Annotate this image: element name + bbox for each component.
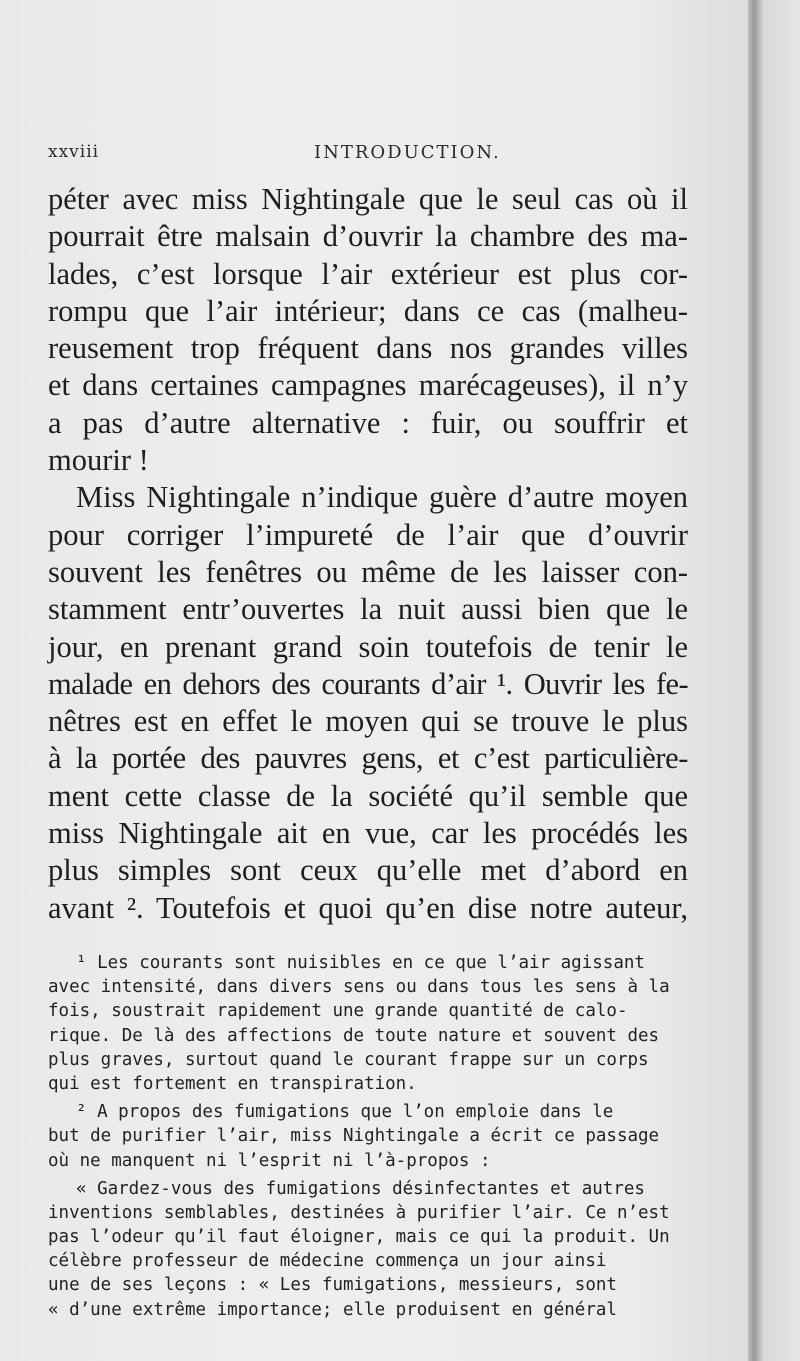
footnote-line: célèbre professeur de médecine commença un jour ainsi xyxy=(48,1251,607,1272)
footnote-line: ¹ Les courants sont nuisibles en ce que l’air agissant xyxy=(76,953,645,973)
text-line: lades, c’est lorsque l’air extérieur est plus cor- xyxy=(48,256,688,291)
page-header xyxy=(48,142,688,166)
footnote-line: ² A propos des fumigations que l’on emploie dans le xyxy=(76,1102,614,1123)
text-line: ment cette classe de la société qu’il semble que xyxy=(48,778,688,813)
text-line: nêtres est en effet le moyen qui se trouve le plus xyxy=(48,704,688,739)
footnote-line: inventions semblables, destinées à purifier l’air. Ce n’est xyxy=(48,1202,670,1223)
footnote-line: but de purifier l’air, miss Nightingale a écrit ce passage xyxy=(48,1126,660,1147)
footnote-line: « d’une extrême importance; elle produisent en général xyxy=(48,1299,617,1320)
running-title: INTRODUCTION. xyxy=(314,142,501,163)
footnote-line: plus graves, surtout quand le courant frappe sur un corps xyxy=(48,1049,649,1070)
footnote-line: fois, soustrait rapidement une grande quantité de calo- xyxy=(48,1001,628,1022)
text-line: miss Nightingale ait en vue, car les procédés les xyxy=(48,816,688,851)
text-line: plus simples sont ceux qu’elle met d’abord en xyxy=(48,853,688,888)
text-line: avant ². Toutefois et quoi qu’en dise notre auteur, xyxy=(48,890,688,925)
footnote-line: une de ses leçons : « Les fumigations, messieurs, sont xyxy=(48,1275,617,1296)
footnote-line: avec intensité, dans divers sens ou dans tous les sens à la xyxy=(48,977,670,998)
text-line: souvent les fenêtres ou même de les laisser con- xyxy=(48,554,688,589)
footnote-line: où ne manquent ni l’esprit ni l’à-propos : xyxy=(48,1150,491,1171)
page-gutter-shadow xyxy=(748,0,800,1361)
text-line: reusement trop fréquent dans nos grandes villes xyxy=(48,331,688,366)
footnote-2 xyxy=(48,1100,688,1173)
text-line: à la portée des pauvres gens, et c’est particulière- xyxy=(48,741,688,776)
main-text xyxy=(48,181,688,927)
footnote-1 xyxy=(48,951,688,1096)
text-line: pour corriger l’impureté de l’air que d’ouvrir xyxy=(48,517,688,552)
footnote-quote xyxy=(48,1177,688,1322)
text-line: stamment entr’ouvertes la nuit aussi bien que le xyxy=(48,592,688,627)
text-line: malade en dehors des courants d’air ¹. Ouvrir les fe- xyxy=(48,666,688,701)
footnotes xyxy=(48,951,688,1326)
text-line: Miss Nightingale n’indique guère d’autre moyen xyxy=(76,480,688,515)
text-line: péter avec miss Nightingale que le seul cas où il xyxy=(48,182,688,216)
footnote-line: « Gardez-vous des fumigations désinfectantes et autres xyxy=(76,1178,645,1199)
text-line: et dans certaines campagnes marécageuses), il n’y xyxy=(48,368,688,403)
footnote-line: rique. De là des affections de toute nature et souvent des xyxy=(48,1025,660,1046)
page-number: xxviii xyxy=(48,142,100,162)
text-line: jour, en prenant grand soin toutefois de tenir le xyxy=(48,629,688,664)
text-line: a pas d’autre alternative : fuir, ou souffrir et xyxy=(48,405,688,440)
text-line: pourrait être malsain d’ouvrir la chambre des ma- xyxy=(48,219,688,254)
footnote-line: pas l’odeur qu’il faut éloigner, mais ce qui la produit. Un xyxy=(48,1227,670,1248)
text-line: rompu que l’air intérieur; dans ce cas (malheu- xyxy=(48,293,688,328)
footnote-line: qui est fortement en transpiration. xyxy=(48,1073,417,1094)
text-line: mourir ! xyxy=(48,443,149,478)
